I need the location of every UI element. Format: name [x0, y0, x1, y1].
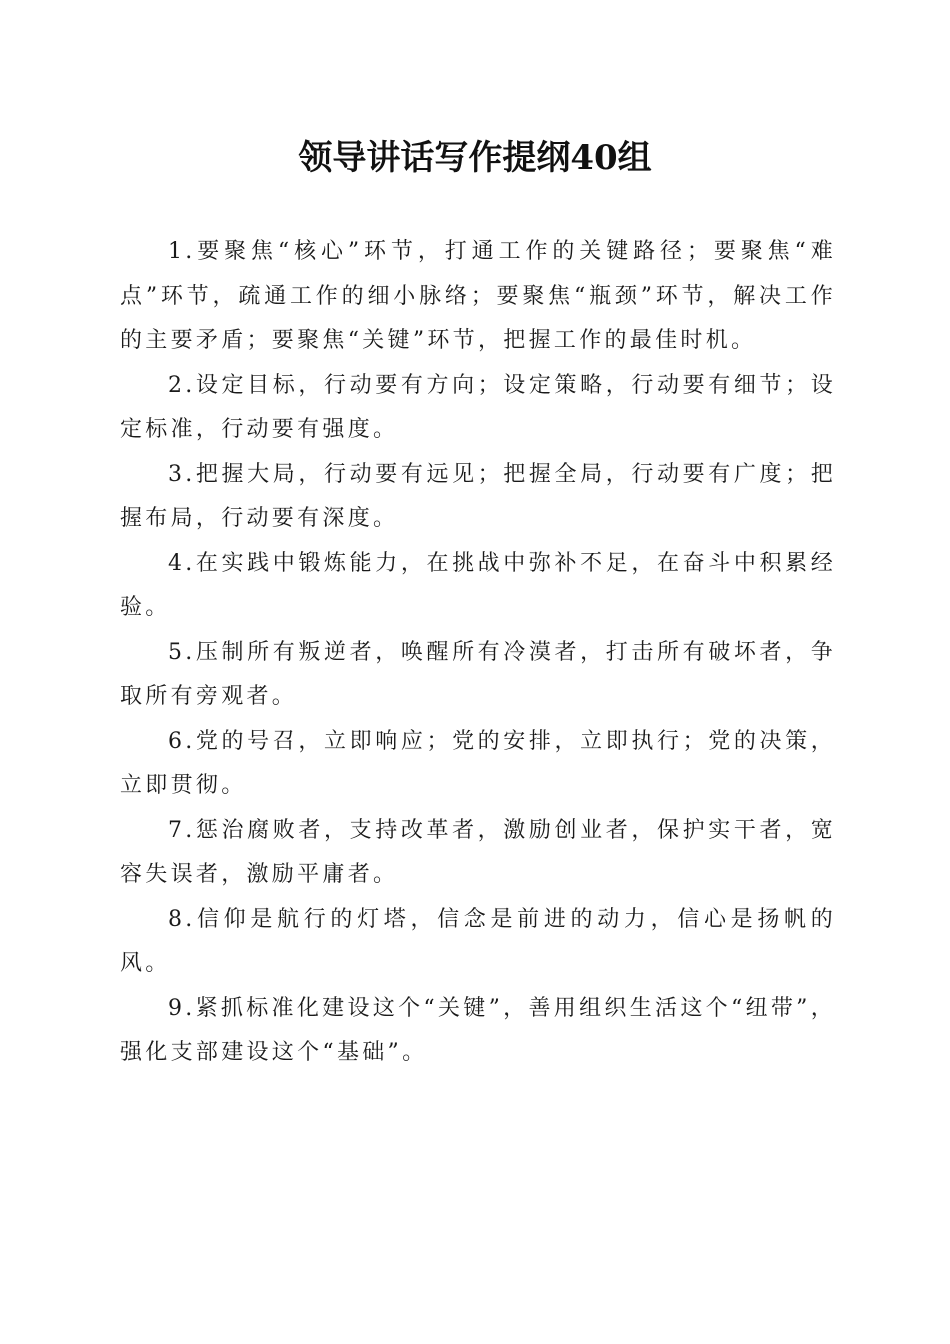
paragraph-3: 3.把握大局，行动要有远见；把握全局，行动要有广度；把握布局，行动要有深度。	[120, 461, 836, 531]
document-title: 领导讲话写作提纲40组	[298, 138, 652, 178]
paragraph-7: 7.惩治腐败者，支持改革者，激励创业者，保护实干者，宽容失误者，激励平庸者。	[120, 817, 836, 887]
paragraph-4: 4.在实践中锻炼能力，在挑战中弥补不足，在奋斗中积累经验。	[120, 550, 836, 620]
paragraph-8: 8.信仰是航行的灯塔，信念是前进的动力，信心是扬帆的风。	[120, 906, 836, 976]
paragraph-9: 9.紧抓标准化建设这个“关键”，善用组织生活这个“纽带”，强化支部建设这个“基础”。	[120, 995, 836, 1065]
paragraph-6: 6.党的号召，立即响应；党的安排，立即执行；党的决策，立即贯彻。	[120, 728, 836, 798]
document-body	[120, 230, 836, 1076]
paragraph-1: 1.要聚焦“核心”环节，打通工作的关键路径；要聚焦“难点”环节，疏通工作的细小脉络；要聚焦“瓶颈”环节，解决工作的主要矛盾；要聚焦“关键”环节，把握工作的最佳时机。	[120, 239, 836, 353]
paragraph-5: 5.压制所有叛逆者，唤醒所有冷漠者，打击所有破坏者，争取所有旁观者。	[120, 639, 836, 709]
paragraph-2: 2.设定目标，行动要有方向；设定策略，行动要有细节；设定标准，行动要有强度。	[120, 372, 836, 442]
